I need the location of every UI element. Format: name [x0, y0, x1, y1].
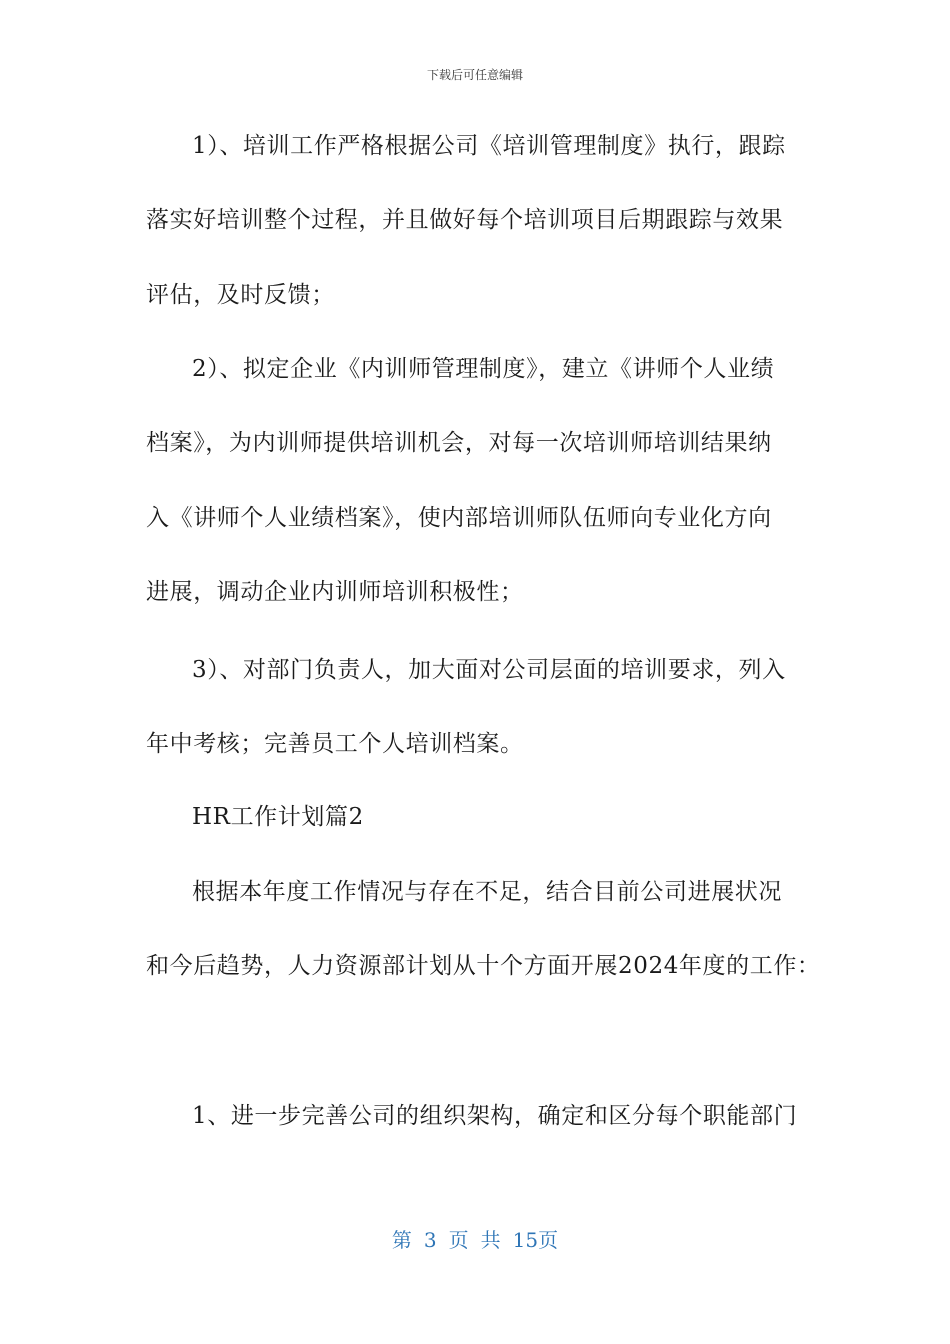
body-line-3: 评估，及时反馈； [146, 282, 335, 308]
page-footer [0, 1224, 950, 1253]
body-line-12: 1、进一步完善公司的组织架构，确定和区分每个职能部门 [192, 1103, 798, 1129]
body-line-10: 根据本年度工作情况与存在不足，结合目前公司进展状况 [192, 879, 782, 905]
footer-total-word: 共 [480, 1228, 501, 1252]
footer-current-page: 3 [423, 1228, 437, 1252]
body-line-4: 2）、拟定企业《内训师管理制度》，建立《讲师个人业绩 [192, 356, 775, 382]
body-line-6: 入《讲师个人业绩档案》，使内部培训师队伍师向专业化方向 [146, 505, 772, 531]
footer-prefix: 第 [391, 1228, 412, 1252]
section-heading: HR工作计划篇2 [192, 804, 364, 830]
body-line-8: 3）、对部门负责人，加大面对公司层面的培训要求，列入 [192, 657, 786, 683]
body-line-1: 1）、培训工作严格根据公司《培训管理制度》执行，跟踪 [192, 133, 786, 159]
body-line-11: 和今后趋势，人力资源部计划从十个方面开展2024年度的工作： [146, 953, 821, 979]
footer-total-pages: 15页 [512, 1228, 559, 1252]
body-line-2: 落实好培训整个过程，并且做好每个培训项目后期跟踪与效果 [146, 207, 784, 233]
body-line-7: 进展，调动企业内训师培训积极性； [146, 579, 524, 605]
page-header: 下载后可任意编辑 [426, 68, 523, 82]
footer-page-word: 页 [448, 1228, 469, 1252]
body-line-5: 档案》，为内训师提供培训机会，对每一次培训师培训结果纳 [146, 430, 772, 456]
body-line-9: 年中考核；完善员工个人培训档案。 [146, 731, 524, 757]
